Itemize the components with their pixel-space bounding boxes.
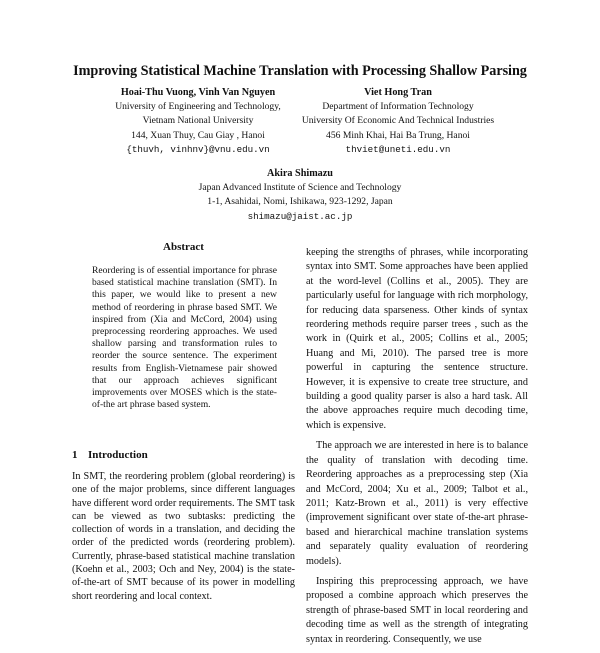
- paragraph: keeping the strengths of phrases, while incorporating syntax into SMT. Some approaches have been applied at the word-level (Collins et al., 2005). They are particularly useful for language with rich morphology, for reducing data sparseness. Other kinds of syntax reordering methods require parser trees , such as the work in (Quirk et al., 2005; Collins et al., 2005; Huang and Mi, 2010). The parsed tree is more powerful in capturing the sentence structure. However, it is expensive to create tree structure, and building a good quality parser is also a hard task. All the above approaches require much decoding time, which is expensive.: [306, 247, 528, 431]
- author-address: 1-1, Asahidai, Nomi, Ishikawa, 923-1292, Japan: [207, 196, 393, 208]
- section-title: Introduction: [88, 449, 148, 461]
- author-affiliation: Japan Advanced Institute of Science and Technology: [198, 182, 402, 194]
- author-email: {thuvh, vinhnv}@vnu.edu.vn: [126, 143, 270, 155]
- abstract-text: Reordering is of essential importance for phrase based statistical machine translation (SMT). In this paper, we would like to present a new method of reordering in phrase based SMT. We inspired from (Xia and McCord, 2004) using preprocessing reordering approaches. We used shallow parsing and transformation rules to reorder the source sentence. The experiment results from English-Vietnamese pair showed that our approach achieves significant improvements over MOSES which is the state-of-the art phrase based system.: [92, 265, 277, 411]
- author-email: shimazu@jaist.ac.jp: [247, 210, 353, 222]
- author-affiliation: Department of Information Technology: [322, 101, 474, 113]
- author-name: Akira Shimazu: [267, 168, 333, 179]
- paragraph: In SMT, the reordering problem (global reordering) is one of the major problems, since different languages have different word order requirements. The SMT task can be viewed as two subtasks: predicting the collection of words in a translation, and deciding the order of the predicted words (reordering problem). Currently, phrase-based statistical machine translation (Koehn et al., 2003; Och and Ney, 2004) is the state-of-the-art of SMT because of its power in modelling short reordering and local context.: [72, 471, 295, 602]
- paragraph: Inspiring this preprocessing approach, we have proposed a combine approach which preserves the strength of phrase-based SMT in local reordering and decoding time as well as the strength of integrating syntax in reordering. Consequently, we use: [306, 575, 528, 645]
- author-block-3: [150, 167, 450, 224]
- author-affiliation: University Of Economic And Technical Industries: [301, 115, 495, 127]
- author-affiliation: Vietnam National University: [142, 115, 254, 127]
- author-affiliation: University of Engineering and Technology,: [115, 101, 281, 113]
- introduction-body: [72, 470, 295, 603]
- section-number: 1: [72, 449, 78, 461]
- author-block-2: [298, 86, 498, 157]
- author-email: thviet@uneti.edu.vn: [345, 143, 451, 155]
- author-address: 144, Xuan Thuy, Cau Giay , Hanoi: [131, 129, 265, 141]
- author-address: 456 Minh Khai, Hai Ba Trung, Hanoi: [326, 129, 470, 141]
- author-name: Viet Hong Tran: [364, 87, 432, 98]
- section-heading-introduction: [72, 449, 295, 461]
- paper-title: Improving Statistical Machine Translation with Processing Shallow Parsing: [73, 63, 527, 79]
- author-block-1: [98, 86, 298, 157]
- author-name: Hoai-Thu Vuong, Vinh Van Nguyen: [120, 87, 276, 98]
- paragraph: The approach we are interested in here is to balance the quality of translation with decoding time. Reordering approaches as a preprocessing step (Xia and McCord, 2004; Xu et al., 2009; Talbot et al., 2011; Katz-Brown et al., 2011) is very effective (improvement significant over state of-the-art phrase-based and hierarchical machine translation systems and separately quality evaluation of reordering models).: [306, 440, 528, 567]
- right-column: [306, 246, 528, 653]
- abstract-heading: Abstract: [163, 241, 204, 253]
